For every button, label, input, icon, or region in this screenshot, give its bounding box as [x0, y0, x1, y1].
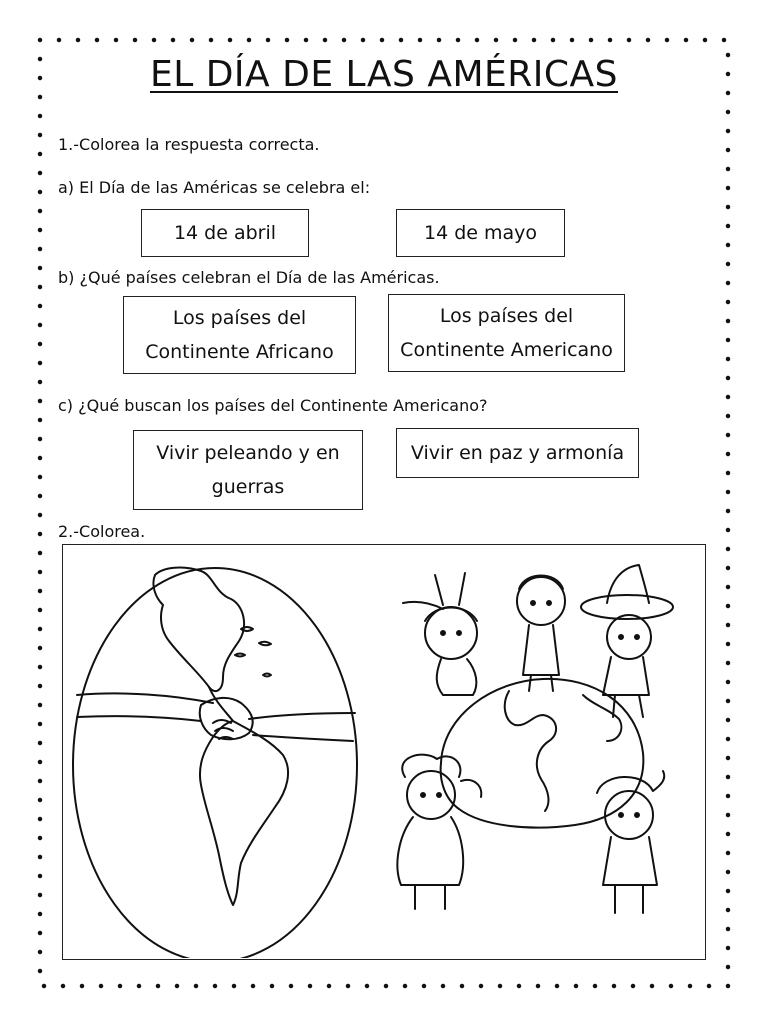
answer-option-c2[interactable] — [396, 428, 639, 478]
answer-option-a1[interactable] — [141, 209, 309, 257]
option-label-line1: Los países del — [172, 306, 307, 329]
option-label-line2: Continente Africano — [145, 341, 334, 363]
option-label-line1: Los países del — [439, 304, 574, 327]
instruction-1: 1.-Colorea la respuesta correcta. — [58, 135, 320, 154]
option-label: 14 de abril — [173, 221, 277, 244]
answer-option-b1[interactable] — [123, 296, 356, 374]
answer-option-c1[interactable] — [133, 430, 363, 510]
option-label-line2: Continente Americano — [400, 339, 613, 361]
americas-handshake-drawing — [73, 568, 357, 958]
answer-option-b2[interactable] — [388, 294, 625, 372]
option-label: Vivir en paz y armonía — [410, 441, 625, 464]
coloring-picture-frame[interactable] — [62, 544, 706, 960]
question-c: c) ¿Qué buscan los países del Continente Americano? — [58, 396, 488, 415]
page-title: EL DÍA DE LAS AMÉRICAS — [149, 54, 619, 95]
answer-option-a2[interactable] — [396, 209, 565, 257]
option-label-line1: Vivir peleando y en — [156, 441, 340, 464]
globe-drawing — [441, 679, 644, 828]
instruction-2: 2.-Colorea. — [58, 522, 146, 541]
option-label: 14 de mayo — [423, 221, 538, 244]
children-drawing — [397, 565, 673, 913]
question-b: b) ¿Qué países celebran el Día de las Américas. — [58, 268, 440, 287]
option-label-line2: guerras — [211, 476, 285, 498]
coloring-illustration — [63, 545, 704, 958]
question-a: a) El Día de las Américas se celebra el: — [58, 178, 371, 197]
